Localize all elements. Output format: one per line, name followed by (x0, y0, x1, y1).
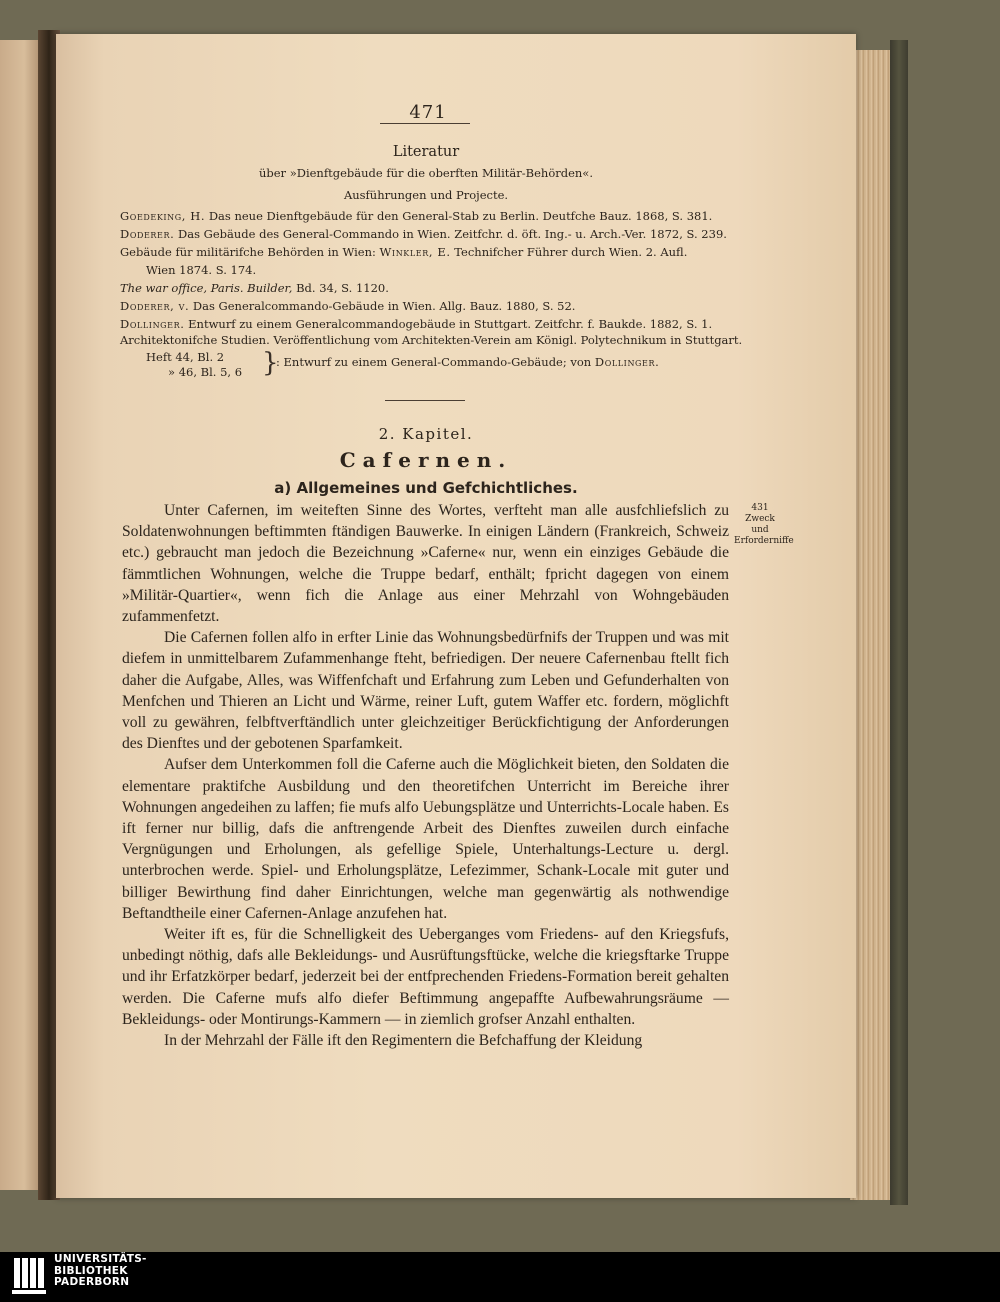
book-cover (890, 40, 908, 1205)
paragraph: Die Cafernen follen alfo in erfter Linie das Wohnungsbedürfnifs der Truppen und was mit diefem in unmittelbarem Zufammenhange fteht, befriedigen. Der neuere Cafernenbau ftellt fich daher die Aufgabe, Alles, was Wiffenfchaft und Erfahrung zum Leben und Gefunderhalten von Menfchen und Thieren an Licht und Wärme, reiner Luft, gutem Waffer etc. fordern, möglichft voll zu gewähren, felbftverftändlich unter gleichzeitiger Berückfichtigung der Anforderungen des Dienftes und der gebotenen Sparfamkeit. (122, 629, 729, 753)
paragraph: Weiter ift es, für die Schnelligkeit des Ueberganges vom Friedens- auf den Kriegsfufs, unbedingt nöthig, dafs alle Bekleidungs- und Ausrüftungsftücke, welche die kriegsftarke Truppe und ihr Erfatzkörper bedarf, jederzeit bei der entfprechenden Friedens-Formation bereit gehalten werden. Die Caferne mufs alfo diefer Beftimmung angepaffte Aufbewahrungsräume — Bekleidungs- oder Montirungs-Kammern — in ziemlich grofser Anzahl enthalten. (122, 926, 729, 1028)
margin-note-line: Erforderniffe (734, 536, 794, 546)
library-name-line: PADERBORN (54, 1276, 130, 1288)
margin-note (734, 503, 794, 547)
reference-entry: Gebäude für militärifche Behörden in Wien: Winkler, E. Technifcher Führer durch Wien. 2. Aufl. (120, 245, 688, 259)
chapter-label: 2. Kapitel. (378, 425, 474, 443)
margin-note-line: und (751, 525, 769, 535)
page-number: 471 (409, 102, 447, 123)
reference-entry: Doderer, v. Das Generalcommando-Gebäude in Wien. Allg. Bauz. 1880, S. 52. (120, 299, 576, 313)
literature-subtitle: über »Dienftgebäude für die oberften Militär-Behörden«. (258, 166, 594, 180)
paragraph: Unter Cafernen, im weiteften Sinne des Wortes, verfteht man alle ausfchliefslich zu Soldatenwohnungen beftimmten ftändigen Bauwerke. In einigen Ländern (Frankreich, Schweiz etc.) gebraucht man jedoch die Bezeichnung »Caferne« nur, wenn ein einziges Gebäude die fämmtlichen Wohnungen, welche die Truppe bedarf, enthält; fpricht dagegen von einem »Militär-Quartier«, wenn fich die Anlage aus einer Mehrzahl von Wohngebäuden zufammenfetzt. (122, 502, 729, 626)
library-name-line: UNIVERSITÄTS- (54, 1253, 147, 1265)
library-name-line: BIBLIOTHEK (54, 1264, 128, 1277)
page-number-rule (380, 123, 470, 124)
literature-section: Ausführungen und Projecte. (343, 188, 509, 202)
brace-symbol: } (262, 348, 279, 378)
literature-title: Literatur (392, 144, 460, 160)
library-logo-icon (8, 1254, 52, 1298)
heft-description: : Entwurf zu einem General-Commando-Gebäude; von Dollinger. (276, 355, 660, 369)
body-text (122, 500, 729, 1051)
margin-note-number: 431 (751, 503, 769, 513)
reference-entry: Doderer. Das Gebäude des General-Commando in Wien. Zeitfchr. d. öft. Ing.- u. Arch.-Ver. 1872, S. 239. (120, 227, 727, 241)
library-logo-text (54, 1254, 147, 1289)
reference-entry: Goedeking, H. Das neue Dienftgebäude für den General-Stab zu Berlin. Deutfche Bauz. 1868, S. 381. (120, 209, 713, 223)
heft-line-2: » 46, Bl. 5, 6 (168, 365, 243, 379)
chapter-title: Cafernen. (339, 448, 513, 472)
section-heading: a) Allgemeines und Gefchichtliches. (274, 479, 578, 497)
margin-note-line: Zweck (745, 514, 775, 524)
section-divider (385, 400, 465, 401)
page-edges (850, 50, 894, 1200)
paragraph: Aufser dem Unterkommen foll die Caferne auch die Möglichkeit bieten, den Soldaten die elementare praktifche Ausbildung und den theoretifchen Unterricht im Bereiche ihrer Wohnungen angedeihen zu laffen; fie mufs alfo Uebungsplätze und Unterrichts-Locale haben. Es ift ferner nur billig, dafs die anftrengende Arbeit des Dienftes zuweilen durch einfache Vergnügungen und Erholungen, als gefellige Spiele, Unterhaltungs-Lecture u. dergl. unterbrochen werde. Spiel- und Erholungsplätze, Lefezimmer, Schank-Locale mit guter und billiger Bewirthung find daher Einrichtungen, welche man gegenwärtig als nothwendige Beftandtheile einer Cafernen-Anlage anzufehen hat. (122, 756, 729, 922)
heft-line-1: Heft 44, Bl. 2 (146, 350, 225, 364)
library-footer-bar (0, 1252, 1000, 1302)
reference-entry: Architektonifche Studien. Veröffentlichung vom Architekten-Verein am Königl. Polytechnikum in Stuttgart. (120, 333, 743, 347)
paragraph: In der Mehrzahl der Fälle ift den Regimentern die Befchaffung der Kleidung (164, 1032, 643, 1050)
reference-entry: Wien 1874. S. 174. (146, 263, 257, 277)
reference-entry: The war office, Paris. Builder, Bd. 34, S. 1120. (120, 281, 389, 295)
reference-entry: Dollinger. Entwurf zu einem Generalcommandogebäude in Stuttgart. Zeitfchr. f. Baukde. 1882, S. 1. (120, 317, 713, 331)
